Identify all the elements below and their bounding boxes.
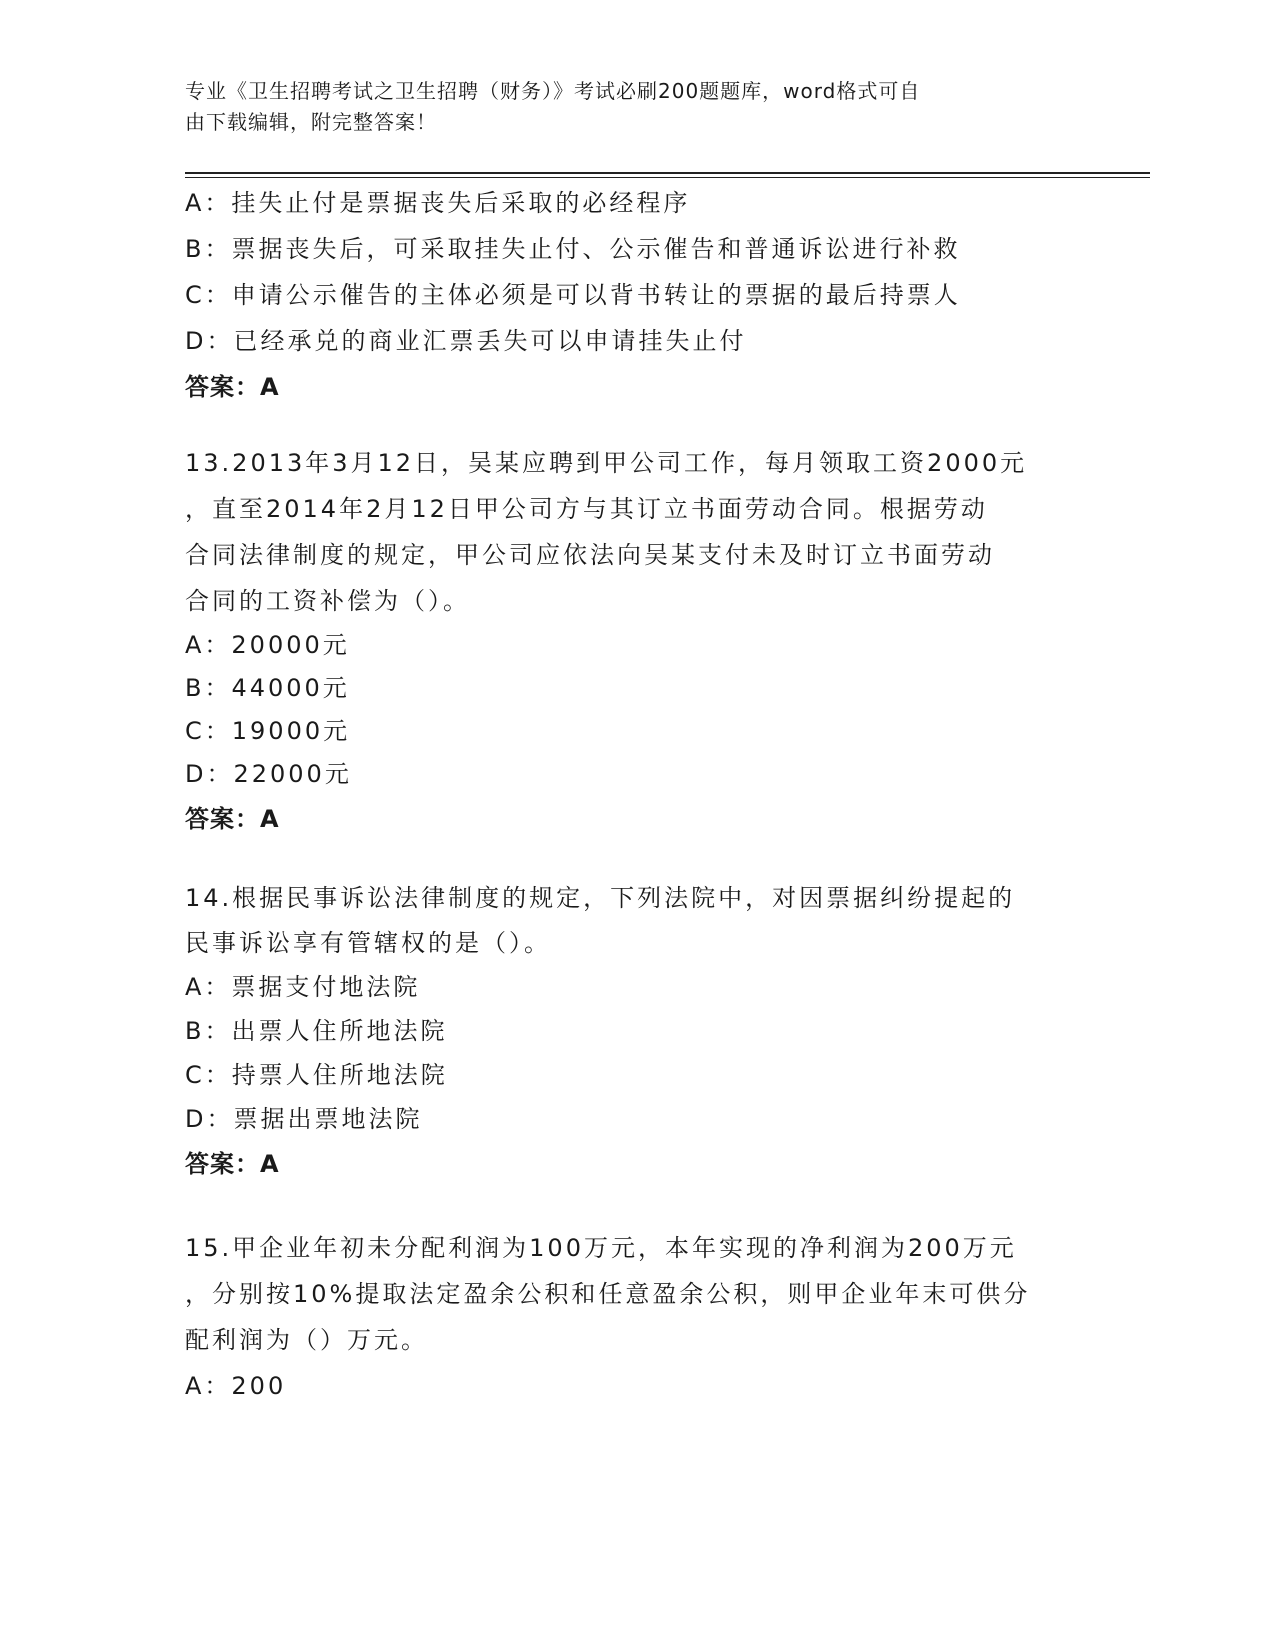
option-a: A：挂失止付是票据丧失后采取的必经程序 [185, 189, 691, 217]
header-line-1: 专业《卫生招聘考试之卫生招聘（财务）》考试必刷200题题库，word格式可自 [185, 79, 921, 103]
document-header [185, 76, 1065, 138]
question-12-continued [185, 180, 1065, 410]
option-c: C：19000元 [185, 717, 351, 745]
header-divider [185, 172, 1150, 178]
option-b: B：票据丧失后，可采取挂失止付、公示催告和普通诉讼进行补救 [185, 235, 961, 263]
option-c: C：申请公示催告的主体必须是可以背书转让的票据的最后持票人 [185, 281, 961, 309]
option-a: A：票据支付地法院 [185, 973, 421, 1001]
question-text-line: 14.根据民事诉讼法律制度的规定，下列法院中，对因票据纠纷提起的 [185, 884, 1016, 912]
option-d: D：22000元 [185, 760, 352, 788]
option-d: D：票据出票地法院 [185, 1105, 423, 1133]
question-text-line: 合同法律制度的规定，甲公司应依法向吴某支付未及时订立书面劳动 [185, 541, 995, 569]
question-text-line: ，直至2014年2月12日甲公司方与其订立书面劳动合同。根据劳动 [185, 495, 988, 523]
question-text-line: ，分别按10%提取法定盈余公积和任意盈余公积，则甲企业年末可供分 [185, 1280, 1031, 1308]
question-text-line: 15.甲企业年初未分配利润为100万元，本年实现的净利润为200万元 [185, 1234, 1017, 1262]
option-a: A：20000元 [185, 631, 350, 659]
question-14 [185, 875, 1065, 1187]
question-15 [185, 1225, 1065, 1409]
header-line-2: 由下载编辑，附完整答案！ [185, 110, 437, 134]
option-b: B：44000元 [185, 674, 350, 702]
option-c: C：持票人住所地法院 [185, 1061, 448, 1089]
question-text-line: 13.2013年3月12日，吴某应聘到甲公司工作，每月领取工资2000元 [185, 449, 1028, 477]
question-text-line: 配利润为（）万元。 [185, 1326, 428, 1354]
answer: 答案：A [185, 373, 280, 401]
question-text-line: 合同的工资补偿为（）。 [185, 587, 470, 615]
option-a: A：200 [185, 1372, 287, 1400]
question-13 [185, 440, 1065, 842]
question-text-line: 民事诉讼享有管辖权的是（）。 [185, 929, 551, 957]
option-d: D：已经承兑的商业汇票丢失可以申请挂失止付 [185, 327, 747, 355]
option-b: B：出票人住所地法院 [185, 1017, 448, 1045]
answer: 答案：A [185, 1150, 280, 1178]
answer: 答案：A [185, 805, 280, 833]
